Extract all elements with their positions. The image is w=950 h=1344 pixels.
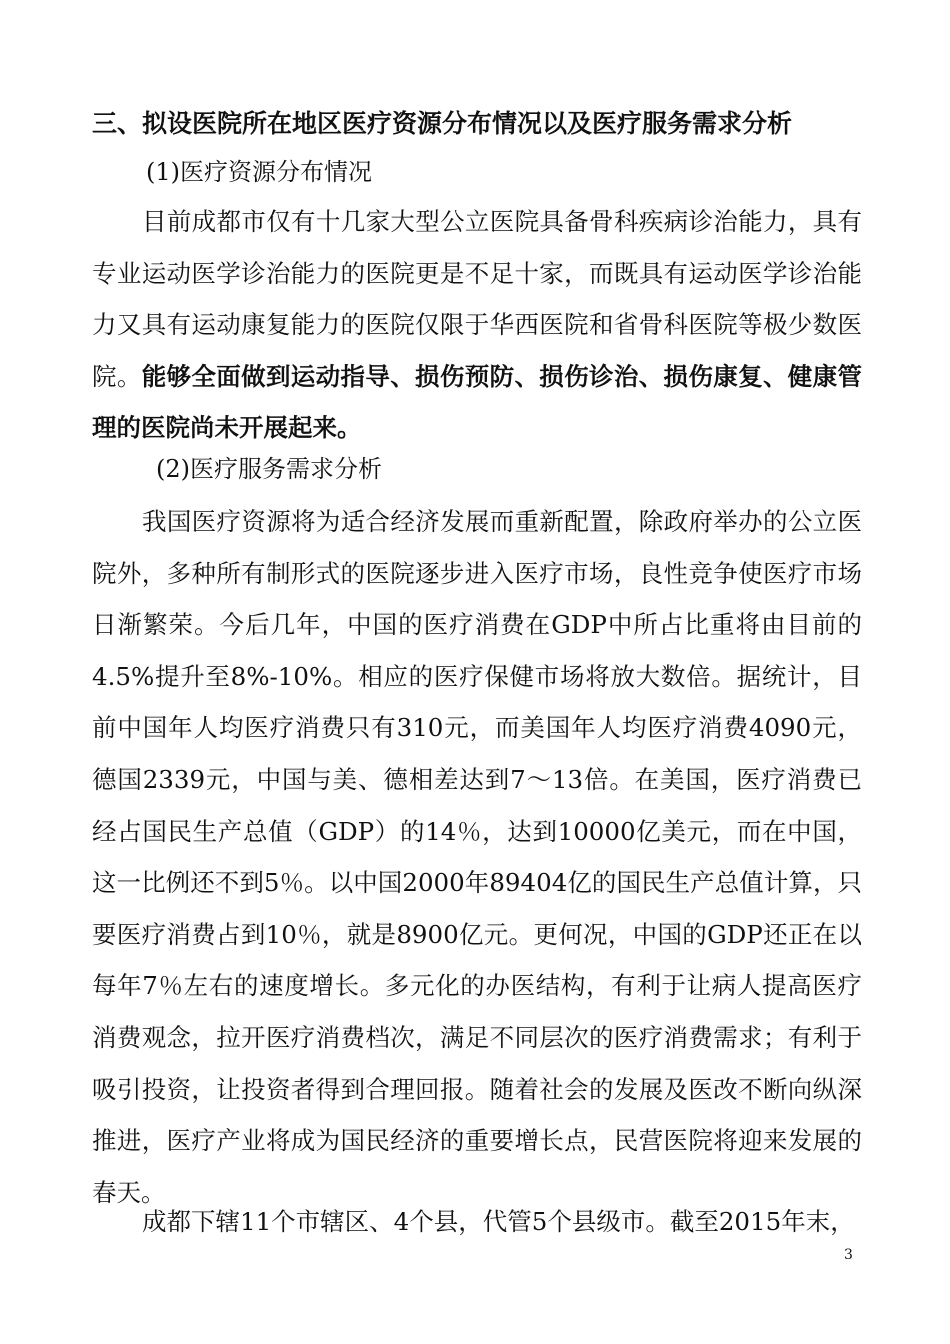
paragraph-demand-analysis: 我国医疗资源将为适合经济发展而重新配置，除政府举办的公立医院外，多种所有制形式的医院逐步进入医疗市场，良性竞争使医疗市场日渐繁荣。今后几年，中国的医疗消费在GDP中所占比重将由目前的4.5%提升至8%-10%。相应的医疗保健市场将放大数倍。据统计，目前中国年人均医疗消费只有310元，而美国年人均医疗消费4090元，德国2339元，中国与美、德相差达到7～13倍。在美国，医疗消费已经占国民生产总值（GDP）的14％，达到10000亿美元，而在中国，这一比例还不到5％。以中国2000年89404亿的国民生产总值计算，只要医疗消费占到10％，就是8900亿元。更何况，中国的GDP还正在以每年7％左右的速度增长。多元化的办医结构，有利于让病人提高医疗消费观念，拉开医疗消费档次，满足不同层次的医疗消费需求；有利于吸引投资，让投资者得到合理回报。随着社会的发展及医改不断向纵深推进，医疗产业将成为国民经济的重要增长点，民营医院将迎来发展的春天。 xyxy=(92,507,862,1207)
paragraph-chengdu-intro: 成都下辖11个市辖区、4个县，代管5个县级市。截至2015年末， xyxy=(142,1207,855,1236)
page-number: 3 xyxy=(844,1247,853,1263)
paragraph-bold-text: 能够全面做到运动指导、损伤预防、损伤诊治、损伤康复、健康管理的医院尚未开展起来。 xyxy=(92,361,863,442)
paragraph-resource-distribution xyxy=(92,196,862,454)
subheading-resource-distribution: (1)医疗资源分布情况 xyxy=(146,158,372,186)
paragraph-text: 目前成都市仅有十几家大型公立医院具备骨科疾病诊治能力，具有专业运动医学诊治能力的医院更是不足十家，而既具有运动医学诊治能力又具有运动康复能力的医院仅限于华西医院和省骨科医院等极少数医院。 xyxy=(92,207,862,391)
subheading-demand-analysis: (2)医疗服务需求分析 xyxy=(156,455,382,483)
section-heading: 三、拟设医院所在地区医疗资源分布情况以及医疗服务需求分析 xyxy=(92,109,793,138)
